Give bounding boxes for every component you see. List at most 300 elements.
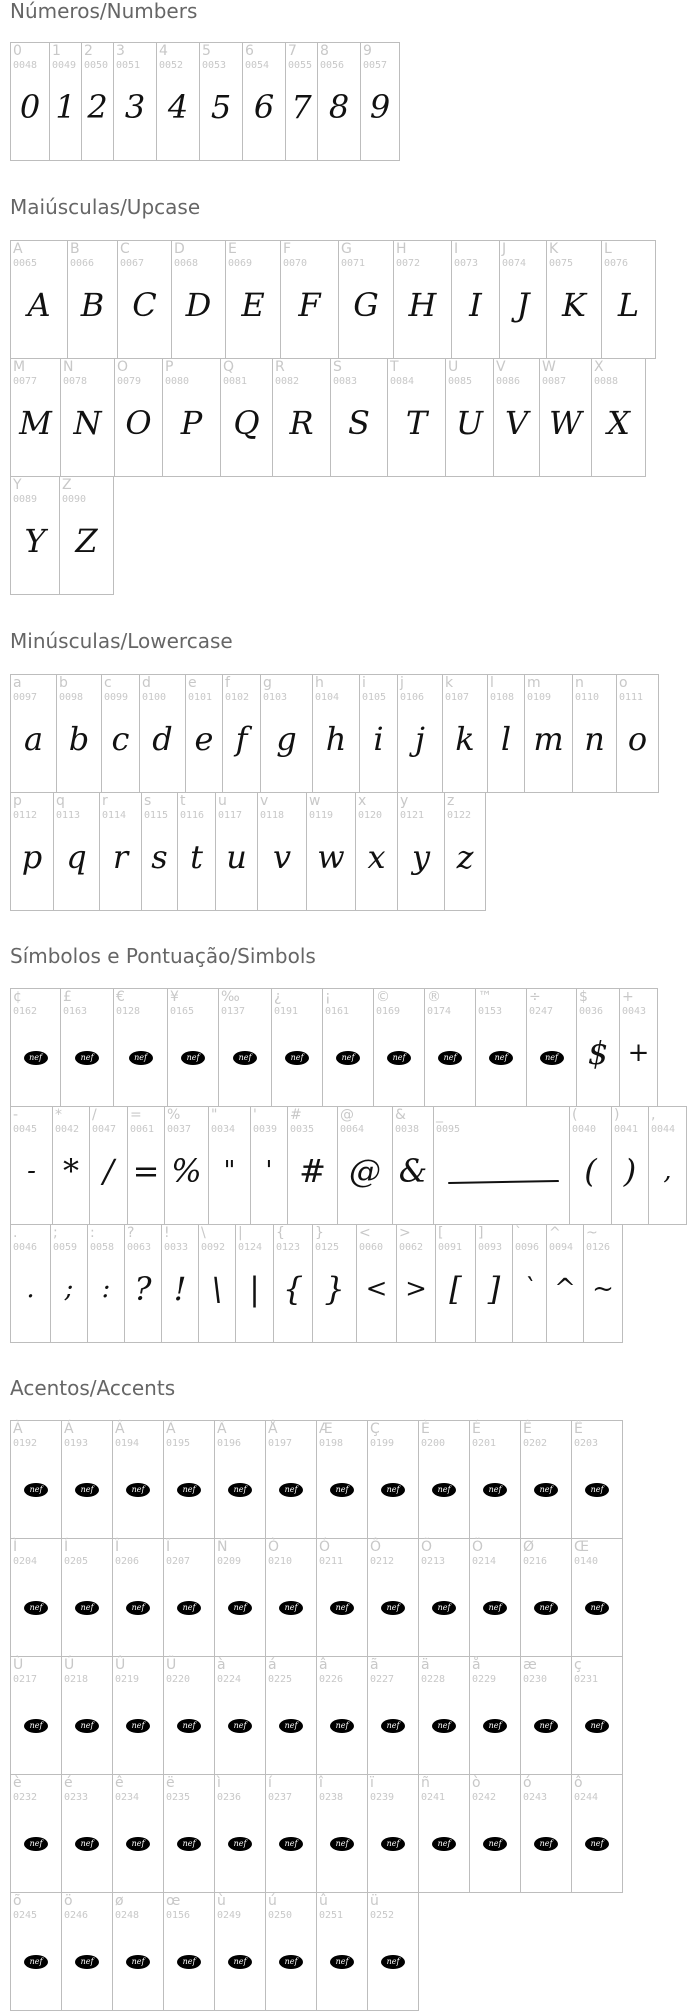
missing-glyph-icon: [228, 1837, 252, 1851]
glyph-cell: [10, 1420, 62, 1539]
missing-glyph-icon: [177, 1955, 201, 1969]
glyph-code: 0156: [166, 1910, 191, 1921]
missing-glyph-label: nef: [590, 1603, 604, 1612]
glyph-cell: [576, 988, 620, 1107]
glyph-code: 0125: [315, 1242, 340, 1253]
glyph-code: 0212: [370, 1556, 395, 1567]
glyph-sample: &: [398, 1152, 428, 1190]
glyph-character: #: [290, 1107, 302, 1123]
glyph-sample: \: [211, 1270, 223, 1308]
glyph-cell: [367, 1538, 419, 1657]
missing-glyph-label: nef: [29, 1721, 43, 1730]
glyph-cell: [499, 240, 547, 359]
glyph-character: K: [549, 241, 559, 257]
glyph-sample: %: [171, 1152, 202, 1190]
glyph-code: 0229: [472, 1674, 497, 1685]
glyph-sample: e: [194, 720, 214, 758]
missing-glyph-icon: [585, 1483, 609, 1497]
glyph-cell: [373, 988, 425, 1107]
glyph-cell: [10, 1106, 53, 1225]
missing-glyph-label: nef: [539, 1603, 553, 1612]
glyph-cell: [112, 1774, 164, 1893]
glyph-code: 0037: [167, 1124, 192, 1135]
glyph-cell: [89, 1106, 128, 1225]
glyph-cell: [611, 1106, 649, 1225]
glyph-character: Ü: [166, 1657, 177, 1673]
glyph-cell: [356, 1224, 397, 1343]
glyph-code: 0095: [436, 1124, 461, 1135]
glyph-character: Ã: [166, 1421, 176, 1437]
glyph-cell: [520, 1656, 572, 1775]
glyph-code: 0120: [358, 810, 383, 821]
glyph-cell: [113, 42, 157, 161]
missing-glyph-label: nef: [238, 1053, 252, 1062]
glyph-code: 0128: [116, 1006, 141, 1017]
glyph-code: 0242: [472, 1792, 497, 1803]
glyph-code: 0238: [319, 1792, 344, 1803]
missing-glyph-icon: [381, 1837, 405, 1851]
glyph-cell: [162, 358, 221, 477]
missing-glyph-icon: [330, 1483, 354, 1497]
glyph-cell: [469, 1656, 521, 1775]
glyph-sample: l: [500, 720, 512, 758]
glyph-cell: [316, 1774, 368, 1893]
glyph-code: 0045: [13, 1124, 38, 1135]
missing-glyph-icon: [279, 1719, 303, 1733]
glyph-cell: [220, 358, 273, 477]
glyph-cell: [10, 42, 50, 161]
glyph-cell: [312, 1224, 357, 1343]
missing-glyph-label: nef: [80, 1957, 94, 1966]
glyph-sample: x: [367, 838, 386, 876]
glyph-code: 0126: [586, 1242, 611, 1253]
glyph-code: 0082: [275, 376, 300, 387]
missing-glyph-icon: [279, 1483, 303, 1497]
missing-glyph-label: nef: [29, 1053, 42, 1062]
glyph-character: &: [395, 1107, 406, 1123]
glyph-character: p: [13, 793, 22, 809]
glyph-code: 0034: [211, 1124, 236, 1135]
glyph-cell: [235, 1224, 274, 1343]
glyph-code: 0207: [166, 1556, 191, 1567]
glyph-code: 0241: [421, 1792, 446, 1803]
glyph-code: 0064: [340, 1124, 365, 1135]
glyph-code: 0205: [64, 1556, 89, 1567]
glyph-cell: [280, 240, 339, 359]
missing-glyph-icon: [330, 1955, 354, 1969]
glyph-cell: [424, 988, 476, 1107]
glyph-cell: [214, 1892, 266, 2011]
missing-glyph-label: nef: [437, 1721, 451, 1730]
glyph-cell: [306, 792, 356, 911]
glyph-cell: [10, 1774, 62, 1893]
glyph-cell: [260, 674, 313, 793]
glyph-character: -: [13, 1107, 19, 1123]
glyph-character: :: [90, 1225, 95, 1241]
glyph-character: O: [117, 359, 129, 375]
glyph-cell: [316, 1538, 368, 1657]
glyph-character: ü: [370, 1893, 379, 1909]
glyph-code: 0202: [523, 1438, 548, 1449]
glyph-code: 0199: [370, 1438, 395, 1449]
missing-glyph-label: nef: [131, 1957, 145, 1966]
glyph-code: 0065: [13, 258, 38, 269]
glyph-character: Q: [223, 359, 235, 375]
glyph-cell: [163, 1538, 215, 1657]
glyph-code: 0063: [127, 1242, 152, 1253]
glyph-cell: [112, 1892, 164, 2011]
glyph-code: 0209: [217, 1556, 242, 1567]
glyph-code: 0252: [370, 1910, 395, 1921]
glyph-sample: u: [226, 838, 247, 876]
glyph-cell: [222, 674, 261, 793]
glyph-sample: L: [617, 286, 640, 324]
underscore-glyph: [448, 1180, 559, 1184]
glyph-character: œ: [166, 1893, 181, 1909]
glyph-cell: [367, 1774, 419, 1893]
glyph-character: ø: [115, 1893, 124, 1909]
glyph-sample: `: [523, 1274, 536, 1304]
glyph-sample: -: [27, 1156, 36, 1186]
glyph-code: 0103: [263, 692, 288, 703]
glyph-character: î: [319, 1775, 323, 1791]
glyph-cell: [418, 1538, 470, 1657]
glyph-cell: [112, 1538, 164, 1657]
glyph-code: 0066: [70, 258, 95, 269]
glyph-cell: [67, 240, 118, 359]
glyph-cell: [393, 240, 452, 359]
glyph-cell: [87, 1224, 125, 1343]
glyph-code: 0074: [502, 258, 527, 269]
glyph-cell: [418, 1656, 470, 1775]
missing-glyph-label: nef: [233, 1485, 247, 1494]
missing-glyph-label: nef: [386, 1603, 400, 1612]
glyph-code: 0059: [53, 1242, 78, 1253]
glyph-cell: [569, 1106, 612, 1225]
glyph-code: 0081: [223, 376, 248, 387]
glyph-code: 0098: [59, 692, 84, 703]
glyph-cell: [546, 1224, 584, 1343]
glyph-cell: [171, 240, 226, 359]
missing-glyph-icon: [75, 1719, 99, 1733]
glyph-sample: y: [411, 838, 431, 876]
glyph-code: 0079: [117, 376, 142, 387]
glyph-sample: ~: [592, 1274, 614, 1304]
glyph-sample: 5: [210, 88, 232, 126]
glyph-character: É: [472, 1421, 481, 1437]
glyph-cell: [10, 476, 60, 595]
glyph-code: 0060: [359, 1242, 384, 1253]
glyph-character: j: [400, 675, 404, 691]
glyph-character: t: [180, 793, 186, 809]
glyph-cell: [316, 1892, 368, 2011]
missing-glyph-icon: [126, 1483, 150, 1497]
glyph-cell: [214, 1774, 266, 1893]
glyph-character: a: [13, 675, 22, 691]
glyph-cell: [225, 240, 281, 359]
glyph-code: 0116: [180, 810, 205, 821]
glyph-character: r: [102, 793, 108, 809]
glyph-character: V: [496, 359, 506, 375]
glyph-character: 3: [116, 43, 125, 59]
missing-glyph-icon: [75, 1955, 99, 1969]
glyph-sample: f: [235, 720, 248, 758]
glyph-character: *: [55, 1107, 62, 1123]
glyph-sample: m: [533, 720, 564, 758]
glyph-cell: [161, 1224, 199, 1343]
glyph-sample: Y: [24, 522, 46, 560]
glyph-character: õ: [13, 1893, 22, 1909]
glyph-cell: [164, 1106, 209, 1225]
glyph-code: 0093: [478, 1242, 503, 1253]
glyph-character: ?: [127, 1225, 135, 1241]
glyph-code: 0117: [218, 810, 243, 821]
missing-glyph-icon: [387, 1051, 411, 1065]
glyph-cell: [571, 1656, 623, 1775]
glyph-cell: [285, 42, 318, 161]
glyph-cell: [272, 358, 331, 477]
glyph-cell: [10, 674, 57, 793]
glyph-character: Î: [115, 1539, 120, 1555]
missing-glyph-icon: [585, 1719, 609, 1733]
glyph-cell: [163, 1656, 215, 1775]
glyph-character: à: [217, 1657, 226, 1673]
glyph-code: 0196: [217, 1438, 242, 1449]
glyph-code: 0124: [238, 1242, 263, 1253]
glyph-cell: [10, 358, 61, 477]
missing-glyph-label: nef: [182, 1957, 196, 1966]
glyph-code: 0048: [13, 60, 38, 71]
glyph-code: 0104: [315, 692, 340, 703]
glyph-code: 0068: [174, 258, 199, 269]
glyph-character: ): [614, 1107, 620, 1123]
glyph-cell: [214, 1656, 266, 1775]
glyph-code: 0072: [396, 258, 421, 269]
glyph-character: Æ: [319, 1421, 333, 1437]
glyph-character: D: [174, 241, 185, 257]
glyph-code: 0219: [115, 1674, 140, 1685]
glyph-code: 0070: [283, 258, 308, 269]
glyph-character: Y: [13, 477, 22, 493]
glyph-code: 0226: [319, 1674, 344, 1685]
glyph-character: o: [619, 675, 628, 691]
glyph-cell: [117, 240, 172, 359]
glyph-character: z: [447, 793, 455, 809]
glyph-character: I: [454, 241, 459, 257]
glyph-code: 0250: [268, 1910, 293, 1921]
glyph-cell: [392, 1106, 434, 1225]
glyph-character: ¢: [13, 989, 22, 1005]
glyph-code: 0099: [104, 692, 129, 703]
glyph-cell: [475, 988, 527, 1107]
glyph-code: 0192: [13, 1438, 38, 1449]
glyph-cell: [445, 358, 494, 477]
glyph-code: 0109: [527, 692, 552, 703]
glyph-cell: [418, 1420, 470, 1539]
glyph-cell: [330, 358, 388, 477]
missing-glyph-label: nef: [284, 1485, 298, 1494]
glyph-code: 0105: [362, 692, 387, 703]
glyph-sample: w: [317, 838, 345, 876]
glyph-sample: C: [132, 286, 157, 324]
glyph-code: 0118: [260, 810, 285, 821]
glyph-character: ‰: [221, 989, 240, 1005]
glyph-character: =: [130, 1107, 142, 1123]
missing-glyph-icon: [285, 1051, 309, 1065]
glyph-character: ]: [478, 1225, 484, 1241]
glyph-cell: [619, 988, 658, 1107]
missing-glyph-icon: [279, 1955, 303, 1969]
glyph-cell: [539, 358, 592, 477]
glyph-code: 0119: [309, 810, 334, 821]
glyph-sample: ;: [64, 1274, 74, 1304]
glyph-code: 0216: [523, 1556, 548, 1567]
missing-glyph-icon: [534, 1837, 558, 1851]
glyph-cell: [648, 1106, 687, 1225]
glyph-code: 0112: [13, 810, 38, 821]
glyph-character: f: [225, 675, 230, 691]
glyph-code: 0201: [472, 1438, 497, 1449]
missing-glyph-icon: [228, 1955, 252, 1969]
glyph-code: 0198: [319, 1438, 344, 1449]
missing-glyph-label: nef: [488, 1839, 502, 1848]
glyph-code: 0228: [421, 1674, 446, 1685]
glyph-sample: 7: [291, 88, 312, 126]
glyph-sample: 8: [328, 88, 350, 126]
glyph-code: 0169: [376, 1006, 401, 1017]
glyph-character: N: [63, 359, 74, 375]
missing-glyph-label: nef: [335, 1485, 349, 1494]
glyph-cell: [113, 988, 168, 1107]
glyph-cell: [56, 674, 102, 793]
glyph-character: Ò: [268, 1539, 280, 1555]
glyph-cell: [444, 792, 486, 911]
glyph-character: ö: [64, 1893, 73, 1909]
glyph-sample: n: [584, 720, 605, 758]
glyph-character: ì: [217, 1775, 221, 1791]
glyph-character: ~: [586, 1225, 598, 1241]
glyph-character: Ì: [13, 1539, 18, 1555]
glyph-character: n: [575, 675, 584, 691]
glyph-cell: [396, 1224, 436, 1343]
glyph-cell: [199, 42, 243, 161]
glyph-code: 0236: [217, 1792, 242, 1803]
glyph-character: Ñ: [217, 1539, 228, 1555]
glyph-sample: X: [607, 404, 630, 442]
glyph-character: ô: [574, 1775, 583, 1791]
glyph-sample: ": [223, 1156, 236, 1186]
missing-glyph-icon: [126, 1955, 150, 1969]
glyph-character: Ù: [13, 1657, 24, 1673]
glyph-cell: [61, 1892, 113, 2011]
missing-glyph-label: nef: [488, 1603, 502, 1612]
glyph-character: (: [572, 1107, 578, 1123]
missing-glyph-icon: [432, 1483, 456, 1497]
glyph-sample: M: [19, 404, 52, 442]
glyph-code: 0193: [64, 1438, 89, 1449]
glyph-character: á: [268, 1657, 277, 1673]
glyph-code: 0083: [333, 376, 358, 387]
glyph-cell: [520, 1538, 572, 1657]
glyph-cell: [265, 1656, 317, 1775]
glyph-sample: .: [26, 1274, 35, 1304]
glyph-character: T: [390, 359, 399, 375]
missing-glyph-icon: [279, 1601, 303, 1615]
glyph-cell: [520, 1774, 572, 1893]
glyph-sample: I: [469, 286, 482, 324]
glyph-character: L: [604, 241, 612, 257]
missing-glyph-icon: [483, 1719, 507, 1733]
glyph-code: 0075: [549, 258, 574, 269]
missing-glyph-icon: [432, 1719, 456, 1733]
glyph-cell: [61, 1656, 113, 1775]
missing-glyph-icon: [177, 1601, 201, 1615]
glyph-character: Ê: [523, 1421, 532, 1437]
missing-glyph-icon: [540, 1051, 564, 1065]
missing-glyph-icon: [534, 1483, 558, 1497]
glyph-code: 0163: [63, 1006, 88, 1017]
glyph-character: w: [309, 793, 321, 809]
glyph-code: 0049: [52, 60, 77, 71]
glyph-code: 0076: [604, 258, 629, 269]
glyph-code: 0217: [13, 1674, 38, 1685]
glyph-code: 0040: [572, 1124, 597, 1135]
missing-glyph-label: nef: [290, 1053, 304, 1062]
glyph-character: 4: [159, 43, 168, 59]
missing-glyph-icon: [534, 1601, 558, 1615]
glyph-sample: !: [173, 1270, 187, 1308]
glyph-code: 0107: [445, 692, 470, 703]
glyph-character: 7: [288, 43, 297, 59]
glyph-sample: P: [180, 404, 203, 442]
glyph-sample: T: [405, 404, 428, 442]
glyph-cell: [214, 1420, 266, 1539]
glyph-sample: h: [325, 720, 347, 758]
glyph-cell: [10, 1656, 62, 1775]
glyph-character: ": [211, 1107, 218, 1123]
glyph-sample: >: [405, 1274, 427, 1304]
glyph-code: 0056: [320, 60, 345, 71]
glyph-cell: [156, 42, 200, 161]
glyph-code: 0073: [454, 258, 479, 269]
missing-glyph-label: nef: [494, 1053, 508, 1062]
glyph-code: 0071: [341, 258, 366, 269]
glyph-character: k: [445, 675, 454, 691]
glyph-character: ™: [478, 989, 492, 1005]
glyph-cell: [451, 240, 500, 359]
glyph-character: @: [340, 1107, 354, 1123]
glyph-cell: [316, 1420, 368, 1539]
glyph-character: Ô: [370, 1539, 382, 1555]
missing-glyph-icon: [330, 1719, 354, 1733]
glyph-sample: ?: [134, 1270, 152, 1308]
glyph-character: q: [56, 793, 65, 809]
missing-glyph-icon: [24, 1051, 48, 1065]
glyph-cell: [601, 240, 656, 359]
glyph-code: 0092: [201, 1242, 226, 1253]
missing-glyph-label: nef: [182, 1603, 196, 1612]
glyph-cell: [112, 1656, 164, 1775]
glyph-sample: 2: [87, 88, 108, 126]
missing-glyph-icon: [483, 1601, 507, 1615]
glyph-character: ñ: [421, 1775, 430, 1791]
missing-glyph-label: nef: [131, 1839, 145, 1848]
glyph-code: 0153: [478, 1006, 503, 1017]
glyph-cell: [177, 792, 216, 911]
glyph-cell: [572, 674, 617, 793]
glyph-sample: ': [265, 1156, 273, 1186]
glyph-code: 0227: [370, 1674, 395, 1685]
